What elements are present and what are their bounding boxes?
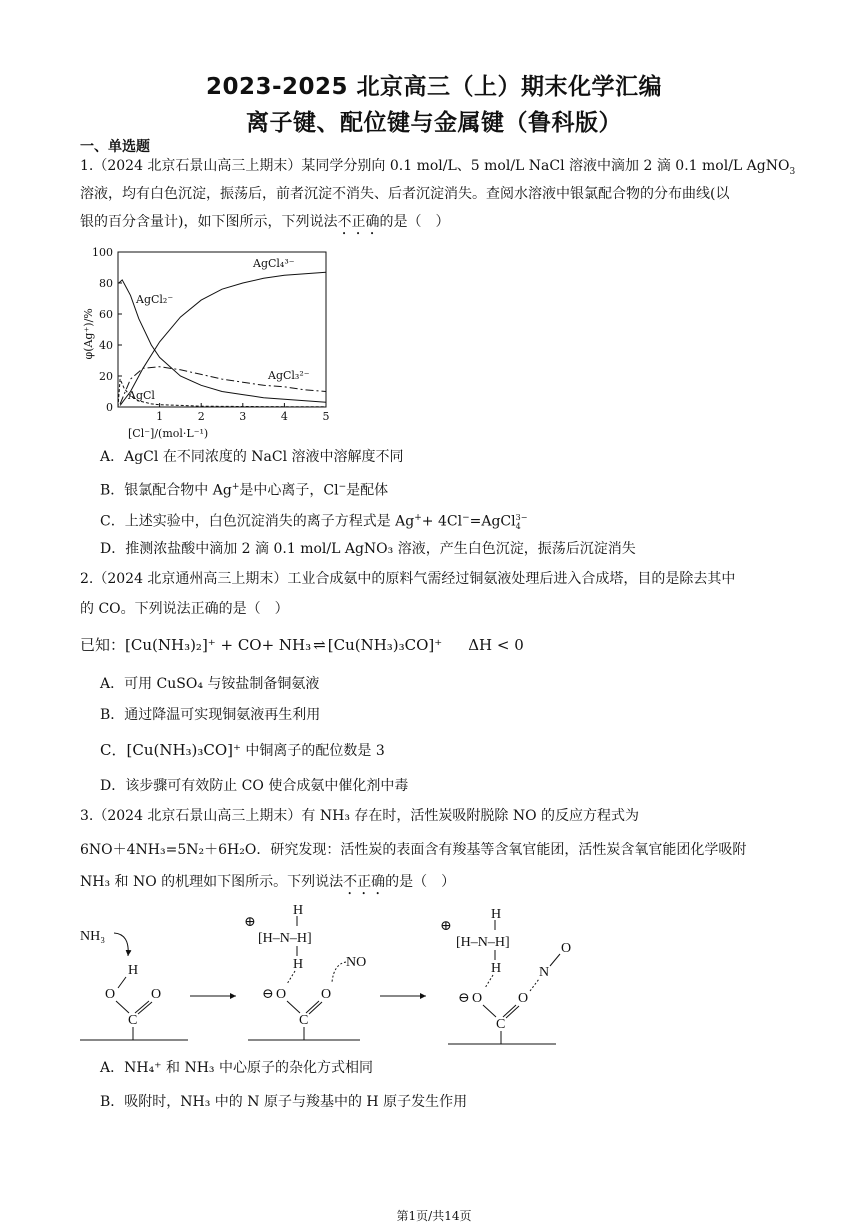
mech-oh-bond-1 — [118, 977, 126, 988]
q1-c-supsub — [516, 513, 528, 531]
q2-eq-left: [Cu(NH₃)₂]⁺ + CO+ NH₃ — [125, 636, 312, 654]
mech-o-2a: O — [276, 987, 287, 1002]
q3-line3-pre: NH₃ 和 NO 的机理如下图所示。下列说法 — [80, 874, 344, 890]
q2-eq-arrow: ⇌ — [313, 636, 326, 654]
x-tick-label: 1 — [156, 410, 164, 423]
mech-h-3: H — [491, 961, 502, 976]
mechanism-stage-1 — [80, 929, 188, 1040]
q1-c-pre: C．上述实验中，白色沉淀消失的离子方程式是 Ag — [100, 513, 415, 530]
y-tick-label: 80 — [99, 277, 113, 290]
q1-stem-line3 — [80, 212, 449, 238]
mech-c-2: C — [299, 1013, 309, 1028]
mech-no-label: NO — [346, 955, 367, 970]
q2-c-pre: C． — [100, 741, 127, 759]
distribution-chart — [78, 240, 348, 440]
x-tick-label: 5 — [322, 410, 330, 423]
q1-c-mid: + 4Cl — [421, 513, 463, 530]
q3-stem-line2 — [80, 840, 746, 860]
mech-o-2b: O — [321, 987, 332, 1002]
q3-line2-post: ．研究发现：活性炭的表面含有羧基等含氧官能团，活性炭含氧官能团化学吸附 — [256, 842, 747, 858]
mech-minus-3: ⊖ — [458, 991, 470, 1006]
mech-c-3: C — [496, 1017, 506, 1032]
x-axis-label: [Cl⁻]/(mol·L⁻¹) — [128, 427, 209, 440]
mech-co-bond-1a — [116, 1001, 129, 1013]
q1-c-sub3: 4 — [515, 521, 521, 531]
mech-plus-2: ⊕ — [440, 919, 452, 934]
mechanism-stage-3 — [440, 907, 571, 1044]
mech-o-3b: O — [518, 991, 529, 1006]
q1-c-sup1: + — [414, 513, 422, 523]
q1-c-sup3: 3− — [515, 512, 528, 522]
q1-c-eq: =AgCl — [469, 513, 516, 530]
mech-c-1: C — [128, 1013, 138, 1028]
q3-equation: 6NO＋4NH₃=5N₂＋6H₂O — [80, 842, 257, 858]
q1-line3-pre: 银的百分含量计)，如下图所示，下列说法 — [80, 214, 338, 230]
q1-line1-sub: 3 — [789, 166, 796, 177]
q2-c-formula: [Cu(NH₃)₃CO]⁺ — [126, 741, 241, 759]
q2-option-c[interactable] — [100, 740, 385, 761]
mech-h-2: H — [293, 957, 304, 972]
mech-h-1: H — [128, 963, 139, 978]
q1-option-d[interactable]: D．推测浓盐酸中滴加 2 滴 0.1 mol/L AgNO₃ 溶液，产生白色沉淀，振荡后沉淀消失 — [100, 541, 636, 557]
mech-o-3a: O — [472, 991, 483, 1006]
series-label-2: AgCl₃²⁻ — [268, 369, 310, 382]
q2-eq-dh: ΔH < 0 — [468, 636, 524, 654]
page-footer: 第1页/共14页 — [396, 1209, 472, 1223]
mech-ion-2: [H–N–H] — [258, 931, 312, 946]
q1-stem-line1 — [80, 156, 795, 182]
q1-b-pre: B．银氯配合物中 Ag — [100, 482, 232, 499]
y-tick-label: 40 — [99, 339, 113, 352]
q2-stem-line1: 2.（2024 北京通州高三上期末）工业合成氨中的原料气需经过铜氨液处理后进入合成塔，目的是除去其中 — [80, 571, 736, 587]
x-tick-label: 3 — [239, 410, 247, 423]
x-tick-label: 2 — [197, 410, 205, 423]
q3-option-b[interactable]: B．吸附时，NH₃ 中的 N 原子与羧基中的 H 原子发生作用 — [100, 1094, 468, 1110]
q1-c-sup2: − — [462, 513, 470, 523]
q3-stem-line3 — [80, 872, 455, 898]
q2-known-label: 已知： — [80, 636, 126, 654]
mech-nh3-label: NH₃ — [80, 929, 106, 944]
y-axis-label: φ(Ag⁺)/% — [82, 308, 95, 360]
mech-attack-arrow-1 — [114, 933, 128, 956]
q1-line3-post: 的是（ ） — [379, 214, 450, 230]
q2-c-post: 中铜离子的配位数是 3 — [240, 743, 385, 759]
q3-line3-post: 的是（ ） — [385, 874, 456, 890]
q1-option-b[interactable] — [100, 477, 388, 501]
y-tick-label: 0 — [106, 401, 113, 414]
mech-n-3: N — [539, 965, 550, 980]
mech-plus-1: ⊕ — [244, 915, 256, 930]
mech-hbond-3 — [485, 975, 493, 988]
q1-b-mid: 是中心离子，Cl — [239, 482, 339, 499]
page-title-line1: 2023-2025 北京高三（上）期末化学汇编 — [205, 74, 663, 100]
q1-emphasis: 不正确 — [337, 214, 380, 230]
q1-option-c[interactable] — [100, 508, 527, 532]
page-title-line2: 离子键、配位键与金属键（鲁科版） — [246, 110, 622, 136]
x-tick-label: 4 — [280, 410, 288, 423]
mech-co-bond-2a — [287, 1001, 300, 1013]
section-heading: 一、单选题 — [80, 139, 150, 155]
q1-b-post: 是配体 — [346, 482, 389, 499]
q1-option-a[interactable]: A．AgCl 在不同浓度的 NaCl 溶液中溶解度不同 — [100, 449, 404, 465]
q3-option-a[interactable]: A．NH₄⁺ 和 NH₃ 中心原子的杂化方式相同 — [100, 1060, 373, 1076]
q1-stem-line2: 溶液，均有白色沉淀，振荡后，前者沉淀不消失、后者沉淀消失。查阅水溶液中银氯配合物的分布曲线(以 — [80, 186, 730, 202]
mech-minus-2: ⊖ — [262, 987, 274, 1002]
y-tick-label: 60 — [99, 308, 113, 321]
mech-no-bond-3 — [550, 954, 560, 966]
q1-b-sup2: − — [338, 482, 347, 492]
q1-line1-text: 1.（2024 北京石景山高三上期末）某同学分别向 0.1 mol/L、5 mol/L NaCl 溶液中滴加 2 滴 0.1 mol/L AgNO — [80, 158, 790, 174]
series-label-0: AgCl₄³⁻ — [253, 257, 295, 270]
q2-eq-right: [Cu(NH₃)₃CO]⁺ — [327, 636, 443, 654]
q3-emphasis: 不正确 — [343, 874, 386, 890]
series-label-3: AgCl — [128, 389, 155, 402]
mech-no-approach — [332, 962, 346, 982]
chart-frame — [118, 252, 326, 407]
mech-ion-3: [H–N–H] — [456, 935, 510, 950]
mechanism-stage-2 — [244, 903, 366, 1040]
q2-option-d[interactable]: D．该步骤可有效防止 CO 使合成氨中催化剂中毒 — [100, 778, 409, 794]
mech-h-2top: H — [293, 903, 304, 918]
mech-on-bond-3 — [530, 979, 539, 991]
y-tick-label: 20 — [99, 370, 113, 383]
q2-option-a[interactable]: A．可用 CuSO₄ 与铵盐制备铜氨液 — [100, 676, 320, 692]
mech-hbond-2 — [287, 971, 295, 984]
adsorption-mechanism-diagram — [78, 900, 572, 1050]
mech-o-3c: O — [561, 941, 572, 956]
mech-o-1b: O — [151, 987, 162, 1002]
q2-option-b[interactable]: B．通过降温可实现铜氨液再生利用 — [100, 707, 321, 723]
mech-o-1a: O — [105, 987, 116, 1002]
y-tick-label: 100 — [92, 246, 113, 259]
q1-b-sup1: + — [231, 482, 240, 492]
q3-stem-line1: 3.（2024 北京石景山高三上期末）有 NH₃ 存在时，活性炭吸附脱除 NO 的反应方程式为 — [80, 808, 640, 824]
q2-stem-line2: 的 CO。下列说法正确的是（ ） — [80, 601, 289, 617]
mech-co-bond-3a — [483, 1005, 496, 1017]
q2-known-equation — [80, 635, 524, 655]
series-label-1: AgCl₂⁻ — [136, 293, 174, 306]
mech-h-3top: H — [491, 907, 502, 922]
